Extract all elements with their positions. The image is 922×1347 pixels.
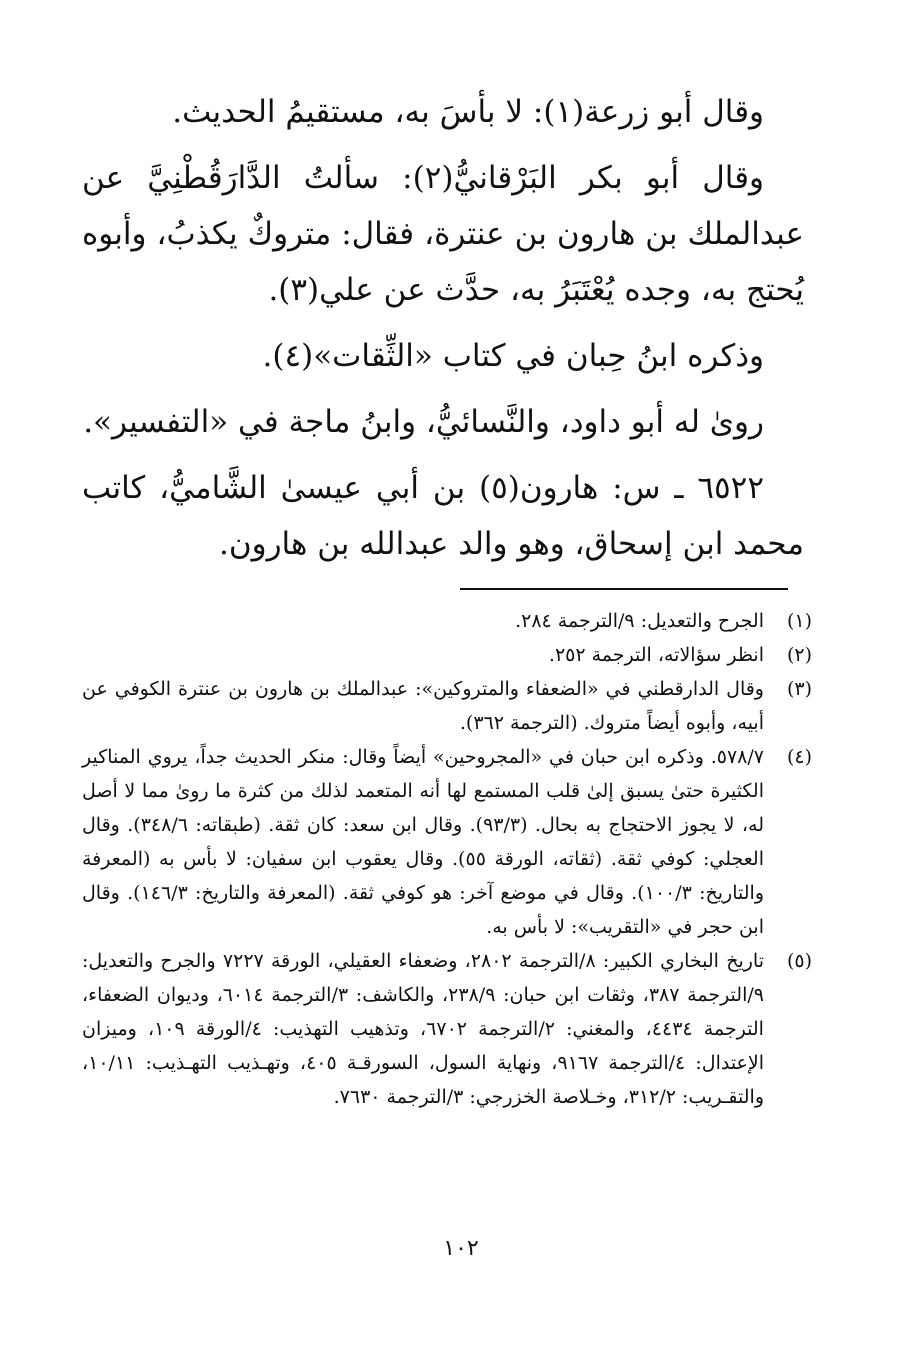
footnote-text: الجرح والتعديل: ٩/الترجمة ٢٨٤. xyxy=(515,610,764,632)
footnote-separator xyxy=(460,588,788,590)
paragraph-abu-zura: وقال أبو زرعة(١): لا بأسَ به، مستقيمُ الحديث. xyxy=(172,94,764,130)
paragraph-entry-6522: ٦٥٢٢ ـ س: هارون(٥) بن أبي عيسیٰ الشَّاميُّ، كاتب محمد ابن إسحاق، وهو والد عبدالله بن هارون. xyxy=(82,470,804,562)
footnotes xyxy=(82,604,812,1114)
footnote-text: انظر سؤالاته، الترجمة ٢٥٢. xyxy=(548,644,764,666)
footnote-number: (٤) xyxy=(786,746,812,768)
paragraph-barqani: وقال أبو بكر البَرْقانيُّ(٢): سألتُ الدَّارَقُطْنِيَّ عن عبدالملك بن هارون بن عنترة، فقال: متروكٌ يكذبُ، وأبوه يُحتج به، وجده يُعْتَبَرُ به، حدَّث عن علي(٣). xyxy=(82,160,804,308)
main-text xyxy=(82,84,804,572)
footnote xyxy=(82,944,812,1114)
page-number: ١٠٢ xyxy=(443,1236,479,1261)
paragraph-narrators: رویٰ له أبو داود، والنَّسائيُّ، وابنُ ماجة في «التفسير». xyxy=(83,404,764,440)
footnote-text: وقال الدارقطني في «الضعفاء والمتروكين»: عبدالملك بن هارون بن عنترة الكوفي عن أبيه، وأبوه أيضاً متروك. (الترجمة ٣٦٢). xyxy=(82,678,764,734)
footnote-number: (٢) xyxy=(786,644,812,666)
footnote xyxy=(82,740,812,944)
footnote-text: ٥٧٨/٧. وذكره ابن حبان في «المجروحين» أيضاً وقال: منكر الحديث جداً، يروي المناكير الكثيرة حتیٰ يسبق إلیٰ قلب المستمع لها أنه المتعمد لذلك من كثرة ما رویٰ مما لا أصل له، لا يجوز الاحتجاج به بحال. (٩٣/٣). وقال ابن سعد: كان ثقة. (طبقاته: ٣٤٨/٦). وقال العجلي: كوفي ثقة. (ثقاته، الورقة ٥٥). وقال يعقوب ابن سفيان: لا بأس به (المعرفة والتاريخ: ١٠٠/٣). وقال في موضع آخر: هو كوفي ثقة. (المعرفة والتاريخ: ١٤٦/٣). وقال ابن حجر في «التقريب»: لا بأس به. xyxy=(82,746,765,938)
footnote-number: (١) xyxy=(786,610,812,632)
footnote xyxy=(82,638,812,672)
footnote-number: (٣) xyxy=(786,678,812,700)
paragraph-ibn-hibban: وذكره ابنُ حِبان في كتاب «الثِّقات»(٤). xyxy=(262,338,764,374)
footnote-number: (٥) xyxy=(786,950,812,972)
footnote-text: تاريخ البخاري الكبير: ٨/الترجمة ٢٨٠٢، وضعفاء العقيلي، الورقة ٧٢٢٧ والجرح والتعديل: ٩/الترجمة ٣٨٧، وثقات ابن حبان: ٢٣٨/٩، والكاشف: ٣/الترجمة ٦٠١٤، وديوان الضعفاء، الترجمة ٤٤٣٤، والمغني: ٢/الترجمة ٦٧٠٢، وتذهيب التهذيب: ٤/الورقة ١٠٩، وميزان الإعتدال: ٤/الترجمة ٩١٦٧، ونهاية السول، السورقـة ٤٠٥، وتهـذيب التهـذيب: ١٠/١١، والتقـريب: ٣١٢/٢، وخـلاصة الخزرجي: ٣/الترجمة ٧٦٣٠. xyxy=(82,950,765,1108)
footnote xyxy=(82,604,812,638)
footnote xyxy=(82,672,812,740)
